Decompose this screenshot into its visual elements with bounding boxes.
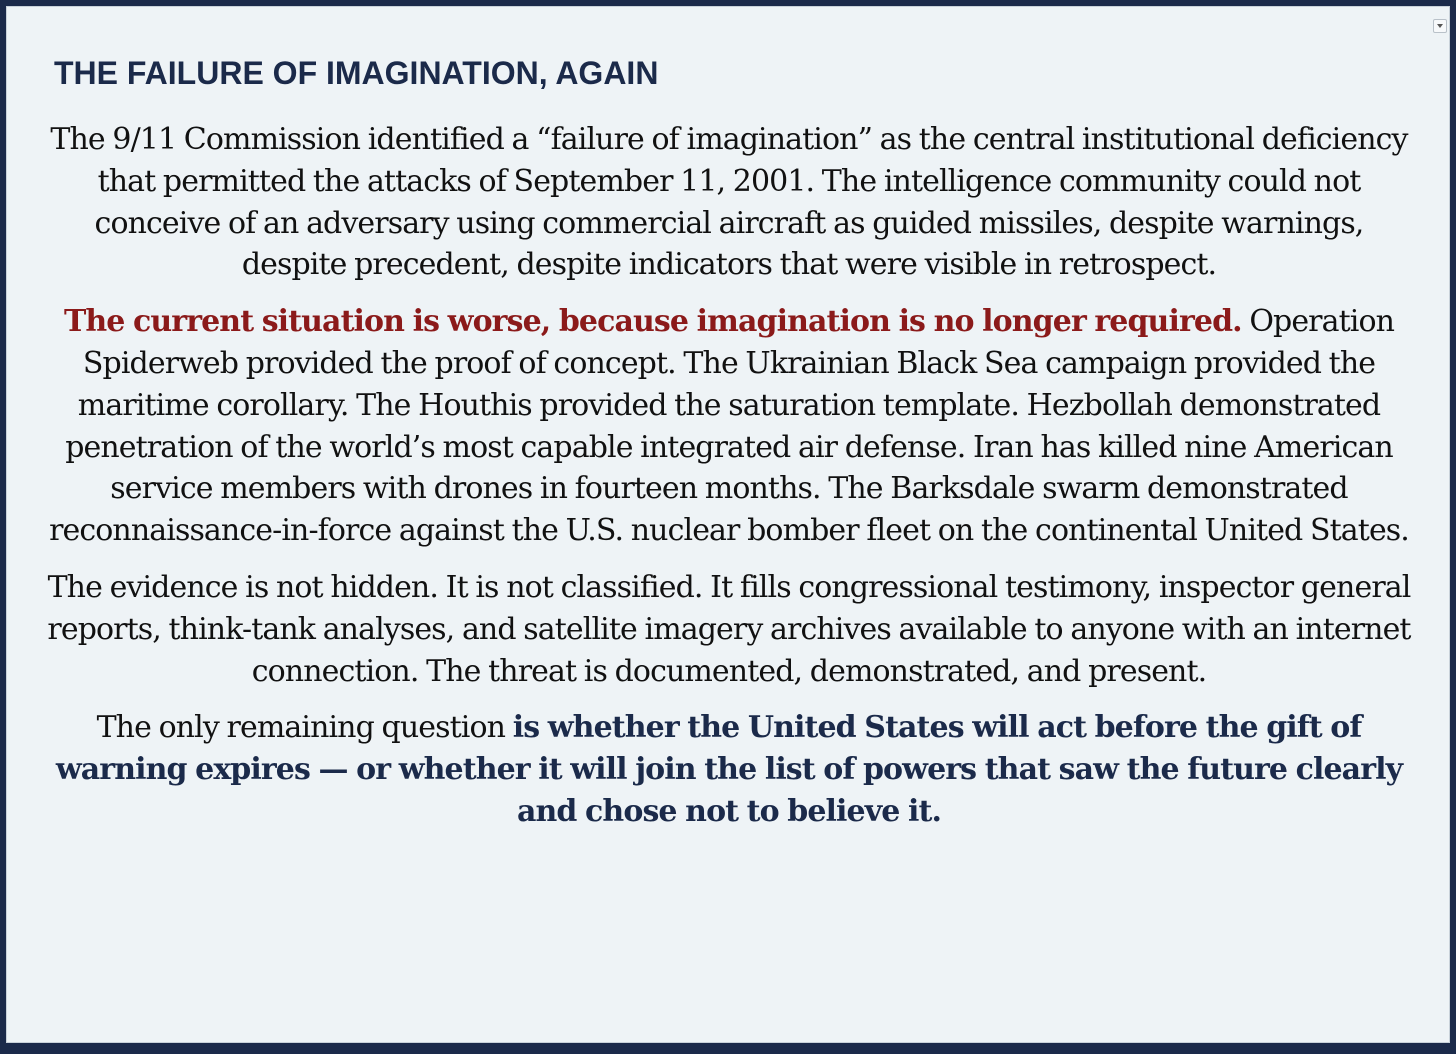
paragraph-3-text: The evidence is not hidden. It is not classified. It fills congressional testimony, inspector general reports, think-tank analyses, and satellite imagery archives available to anyone with an internet connection. The threat is documented, demonstrated, and present. <box>47 569 1411 689</box>
section-heading: THE FAILURE OF IMAGINATION, AGAIN <box>54 55 659 91</box>
paragraph-1-text: The 9/11 Commission identified a “failure of imagination” as the central institutional deficiency that permitted the attacks of September 11, 2001. The intelligence community could not conceive of an adversary using commercial aircraft as guided missiles, despite warnings, despite precedent, despite indicators that were visible in retrospect. <box>50 122 1408 283</box>
paragraph-2-text: Operation Spiderweb provided the proof of concept. The Ukrainian Black Sea campaign provided the maritime corollary. The Houthis provided the saturation template. Hezbollah demonstrated penetration of the world’s most capable integrated air defense. Iran has killed nine American service members with drones in fourteen months. The Barksdale swarm demonstrated reconnaissance-in-force against the U.S. nuclear bomber fleet on the continental United States. <box>49 304 1409 549</box>
paragraph-4 <box>47 707 1411 832</box>
chevron-down-icon[interactable] <box>1433 19 1447 33</box>
body-text <box>47 119 1411 848</box>
paragraph-1 <box>47 119 1411 286</box>
document-panel <box>6 6 1450 1043</box>
paragraph-4-emphasis: is whether the United States will act before the gift of warning expires — or whether it will join the list of powers that saw the future clearly and chose not to believe it. <box>55 710 1403 829</box>
paragraph-4-text: The only remaining question <box>96 710 513 746</box>
paragraph-2-emphasis: The current situation is worse, because imagination is no longer required. <box>63 304 1242 340</box>
paragraph-2 <box>47 301 1411 552</box>
paragraph-3 <box>47 567 1411 692</box>
